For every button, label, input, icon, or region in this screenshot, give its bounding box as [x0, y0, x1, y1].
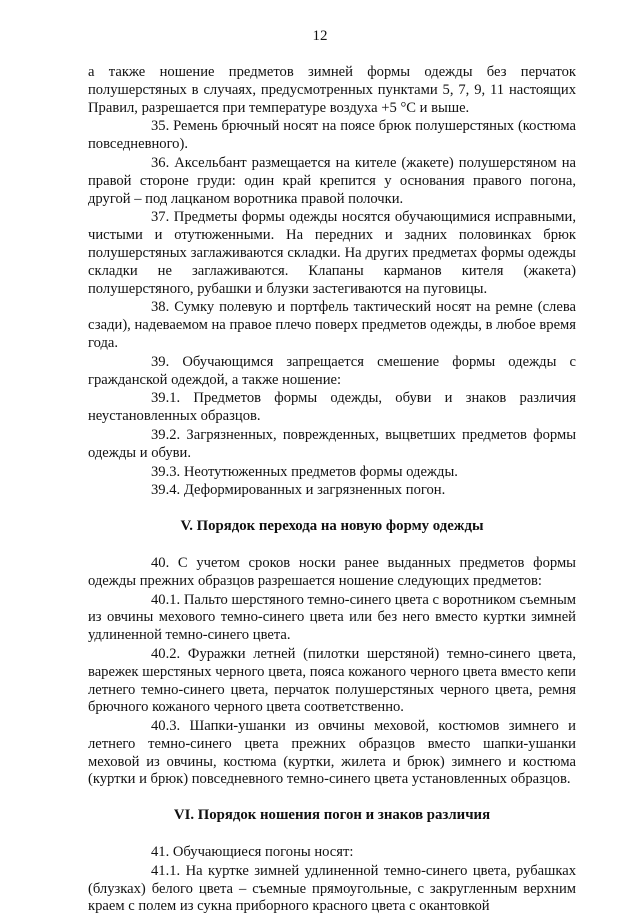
section-heading: VI. Порядок ношения погон и знаков различия [173, 807, 491, 824]
paragraph: 40.1. Пальто шерстяного темно-синего цвета с воротником съемным из овчины мехового темно-синего цвета или без него вместо куртки зимней удлиненной темно-синего цвета. [88, 591, 576, 644]
paragraph: 36. Аксельбант размещается на кителе (жакете) полушерстяном на правой стороне груди: один край крепится у основания правого погона, другой – под лацканом воротника правой полочки. [88, 154, 576, 207]
paragraph: 39.2. Загрязненных, поврежденных, выцветших предметов формы одежды и обуви. [88, 426, 576, 461]
paragraph: 39.1. Предметов формы одежды, обуви и знаков различия неустановленных образцов. [88, 390, 576, 425]
paragraph: 37. Предметы формы одежды носятся обучающимися исправными, чистыми и отутюженными. На передних и задних половинках брюк полушерстяных заглаживаются складки. На других предметах формы одежды складки не заглаживаются. Клапаны карманов кителя (жакета) полушерстяного, рубашки и блузки застегиваются на пуговицы. [88, 209, 576, 297]
paragraph: 40.3. Шапки-ушанки из овчины меховой, костюмов зимнего и летнего темно-синего цвета прежних образцов вместо шапки-ушанки меховой из овчины, костюма (куртки, жилета и брюк) зимнего и костюма (куртки и брюк) повседневного темно-синего цвета установленных образцов. [88, 718, 576, 788]
paragraph: 41. Обучающиеся погоны носят: [151, 844, 354, 861]
paragraph: 41.1. На куртке зимней удлиненной темно-синего цвета, рубашках (блузках) белого цвета – съемные прямоугольные, с закругленным верхним краем с полем из сукна приборного красного цвета с окантовкой [88, 862, 576, 915]
paragraph: 40. С учетом сроков носки ранее выданных предметов формы одежды прежних образцов разрешается ношение следующих предметов: [88, 554, 576, 589]
document-body [88, 64, 576, 916]
paragraph: 39.4. Деформированных и загрязненных погон. [151, 482, 446, 499]
paragraph: 39. Обучающимся запрещается смешение формы одежды с гражданской одеждой, а также ношение: [88, 353, 576, 388]
section-heading: V. Порядок перехода на новую форму одежды [180, 518, 484, 535]
paragraph: 39.3. Неотутюженных предметов формы одежды. [151, 463, 458, 480]
paragraph: 38. Сумку полевую и портфель тактический носят на ремне (слева сзади), надеваемом на правое плечо поверх предметов одежды, в любое время года. [88, 299, 576, 351]
paragraph: а также ношение предметов зимней формы одежды без перчаток полушерстяных в случаях, предусмотренных пунктами 5, 7, 9, 11 настоящих Правил, разрешается при температуре воздуха +5 °С и выше. [88, 64, 576, 116]
paragraph: 40.2. Фуражки летней (пилотки шерстяной) темно-синего цвета, варежек шерстяных черного цвета, пояса кожаного черного цвета вместо кепи летнего темно-синего цвета, перчаток полушерстяных черного цвета, ремня брючного кожаного черного цвета соответственно. [88, 645, 576, 716]
page-number: 12 [312, 28, 328, 44]
paragraph: 35. Ремень брючный носят на поясе брюк полушерстяных (костюма повседневного). [88, 118, 576, 153]
